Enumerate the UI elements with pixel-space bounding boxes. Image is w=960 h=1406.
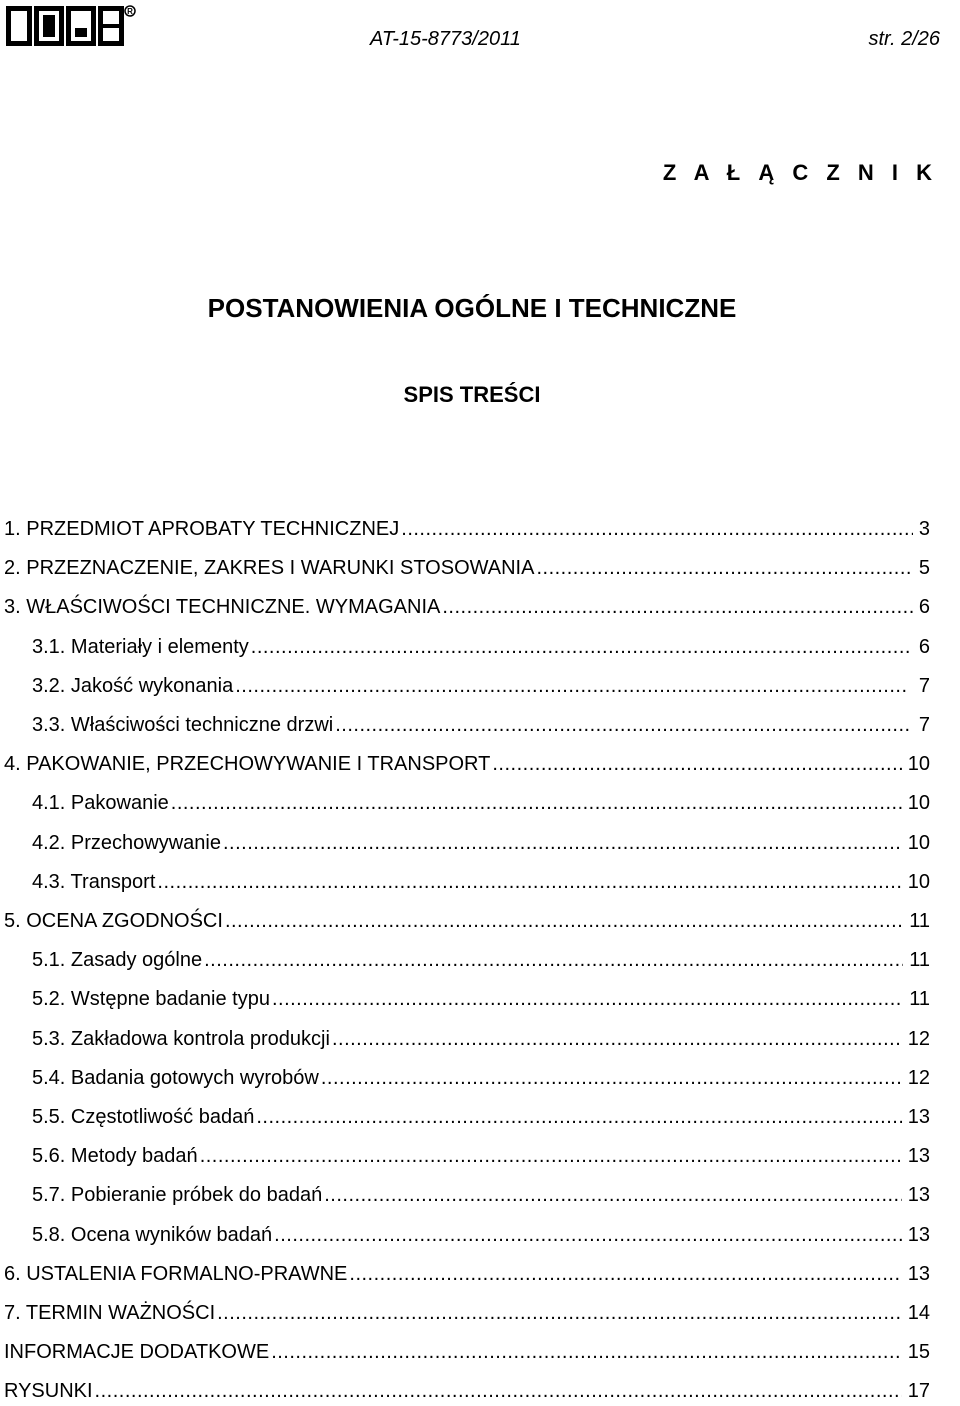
toc-dot-leader — [271, 1337, 902, 1367]
toc-entry-page: 13 — [907, 1262, 930, 1285]
toc-entry-label: 6. USTALENIA FORMALNO-PRAWNE — [4, 1262, 348, 1285]
toc-entry[interactable] — [4, 1259, 930, 1289]
toc-entry-label: 5.1. Zasady ogólne — [32, 949, 203, 972]
toc-entry-label: 3.3. Właściwości techniczne drzwi — [32, 714, 334, 736]
toc-dot-leader — [251, 632, 910, 662]
toc-entry-label: 5.2. Wstępne badanie typu — [32, 988, 270, 1011]
document-code: AT-15-8773/2011 — [370, 28, 521, 50]
toc-dot-leader — [225, 906, 903, 936]
toc-entry-page: 6 — [918, 635, 930, 658]
toc-entry[interactable] — [4, 1337, 930, 1367]
toc-entry-label: 4.3. Transport — [32, 870, 156, 893]
toc-dot-leader — [335, 710, 911, 740]
toc-entry-label: INFORMACJE DODATKOWE — [4, 1341, 270, 1364]
toc-dot-leader — [321, 1063, 902, 1093]
toc-entry[interactable] — [4, 592, 930, 622]
toc-entry[interactable] — [4, 1298, 930, 1328]
toc-entry[interactable] — [32, 671, 930, 701]
toc-entry-page: 13 — [907, 1145, 930, 1168]
toc-dot-leader — [272, 984, 903, 1014]
toc-entry-label: 2. PRZEZNACZENIE, ZAKRES I WARUNKI STOSOWANIA — [4, 557, 535, 580]
toc-entry-label: RYSUNKI — [4, 1380, 93, 1403]
toc-entry[interactable] — [32, 828, 930, 858]
toc-entry-page: 7 — [918, 714, 930, 736]
toc-title: SPIS TREŚCI — [403, 382, 541, 407]
toc-entry-label: 5.4. Badania gotowych wyrobów — [32, 1066, 319, 1089]
toc-entry[interactable] — [32, 1063, 930, 1093]
toc-dot-leader — [200, 1141, 902, 1171]
svg-text:R: R — [127, 7, 133, 16]
toc-entry-label: 4.1. Pakowanie — [32, 792, 169, 815]
toc-entry-label: 1. PRZEDMIOT APROBATY TECHNICZNEJ — [4, 518, 400, 540]
toc-dot-leader — [349, 1259, 901, 1289]
toc-entry[interactable] — [32, 945, 930, 975]
toc-entry[interactable] — [4, 514, 930, 544]
toc-dot-leader — [95, 1376, 902, 1406]
toc-entry-page: 13 — [907, 1106, 930, 1128]
page-number: str. 2/26 — [868, 28, 940, 50]
toc-entry-label: 4. PAKOWANIE, PRZECHOWYWANIE I TRANSPORT — [4, 753, 491, 776]
toc-entry[interactable] — [32, 1180, 930, 1210]
toc-entry-page: 17 — [907, 1380, 930, 1403]
toc-entry-page: 15 — [907, 1341, 930, 1364]
toc-entry[interactable] — [32, 1220, 930, 1250]
toc-entry-label: 5. OCENA ZGODNOŚCI — [4, 910, 223, 932]
toc-entry-page: 10 — [907, 792, 930, 815]
toc-dot-leader — [235, 671, 909, 701]
toc-entry-label: 4.2. Przechowywanie — [32, 831, 221, 854]
toc-entry-page: 10 — [907, 753, 930, 776]
toc-dot-leader — [256, 1102, 901, 1132]
toc-entry-page: 5 — [918, 557, 930, 580]
toc-entry[interactable] — [4, 1376, 930, 1406]
page-title: POSTANOWIENIA OGÓLNE I TECHNICZNE — [207, 293, 737, 323]
toc-entry-label: 5.7. Pobieranie próbek do badań — [32, 1184, 323, 1207]
toc-entry[interactable] — [32, 867, 930, 897]
toc-dot-leader — [204, 945, 903, 975]
toc-entry[interactable] — [32, 984, 930, 1014]
toc-dot-leader — [492, 749, 901, 779]
toc-entry[interactable] — [4, 553, 930, 583]
toc-entry-label: 5.8. Ocena wyników badań — [32, 1223, 273, 1246]
toc-entry[interactable] — [32, 1024, 930, 1054]
toc-entry[interactable] — [32, 1141, 930, 1171]
toc-entry-label: 5.3. Zakładowa kontrola produkcji — [32, 1027, 330, 1050]
toc-entry-label: 3.1. Materiały i elementy — [32, 635, 249, 658]
itb-logo — [4, 2, 136, 50]
toc-entry-page: 10 — [907, 831, 930, 854]
toc-entry-page: 13 — [907, 1223, 930, 1246]
toc-entry[interactable] — [32, 710, 930, 740]
toc-entry-page: 7 — [918, 674, 930, 697]
toc-dot-leader — [536, 553, 912, 583]
toc-entry[interactable] — [32, 632, 930, 662]
toc-dot-leader — [442, 592, 913, 622]
toc-entry-page: 10 — [907, 870, 930, 893]
annex-label: Z A Ł Ą C Z N I K — [662, 160, 938, 185]
toc-entry-label: 3.2. Jakość wykonania — [32, 674, 234, 697]
toc-entry[interactable] — [4, 749, 930, 779]
toc-entry-page: 12 — [907, 1066, 930, 1089]
toc-dot-leader — [223, 828, 902, 858]
toc-entry-page: 6 — [918, 596, 930, 619]
toc-dot-leader — [171, 788, 902, 818]
toc-entry-page: 13 — [907, 1184, 930, 1207]
toc-entry-label: 5.6. Metody badań — [32, 1145, 198, 1168]
toc-dot-leader — [332, 1024, 902, 1054]
toc-dot-leader — [217, 1298, 902, 1328]
toc-entry-page: 3 — [918, 518, 930, 540]
toc-entry-page: 11 — [909, 910, 930, 932]
toc-entry-page: 12 — [907, 1027, 930, 1050]
toc-entry-page: 14 — [907, 1302, 930, 1324]
toc-entry-label: 7. TERMIN WAŻNOŚCI — [4, 1302, 216, 1324]
toc-dot-leader — [274, 1220, 902, 1250]
toc-dot-leader — [324, 1180, 902, 1210]
toc-entry[interactable] — [4, 906, 930, 936]
toc-entry-page: 11 — [909, 949, 930, 972]
toc-dot-leader — [401, 514, 913, 544]
toc-dot-leader — [157, 867, 901, 897]
toc-entry-page: 11 — [909, 988, 930, 1011]
toc-entry-label: 5.5. Częstotliwość badań — [32, 1106, 255, 1128]
toc-entry-label: 3. WŁAŚCIWOŚCI TECHNICZNE. WYMAGANIA — [4, 596, 441, 619]
toc-entry[interactable] — [32, 788, 930, 818]
toc-entry[interactable] — [32, 1102, 930, 1132]
